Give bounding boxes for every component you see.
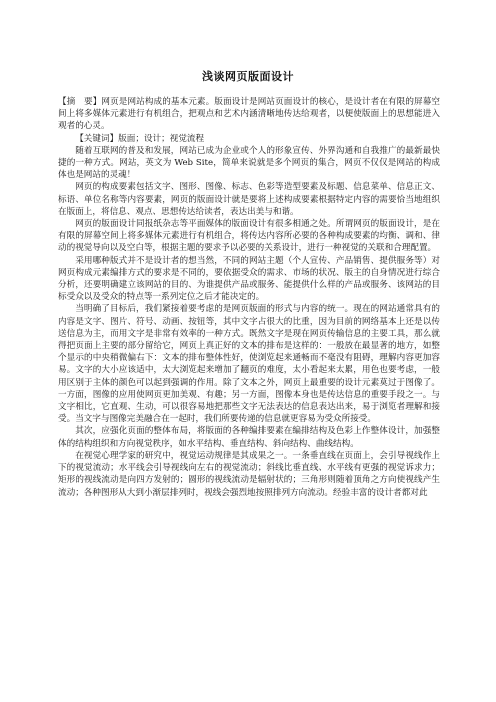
body-paragraph-3: 网页的版面设计同报纸杂志等平面媒体的版面设计有很多相通之处。所谓网页的版面设计，是在有限的屏幕空间上将多媒体元素进行有机组合，将传达内容所必要的各种构成要素的均衡、调和、律动的视觉导向以及空白等，根据主题的要求予以必要的关系设计，进行一种视觉的关联和合理配置。	[58, 219, 440, 254]
body-paragraph-1: 随着互联网的普及和发展，网站已成为企业或个人的形象宣传、外界沟通和自我推广的最新最快捷的一种方式。网站，英文为 Web Site，简单来说就是多个网页的集合，网页不仅仅是网站的构成体也是网站的灵魂！	[58, 145, 440, 181]
document-body	[58, 96, 440, 499]
abstract-paragraph	[58, 96, 440, 133]
keywords-paragraph	[58, 133, 440, 145]
abstract-text: 网页是网站构成的基本元素。版面设计是网站页面设计的核心，是设计者在有限的屏幕空间上将多媒体元素进行有机组合，把观点和艺术内涵清晰地传达给观者，以便使版面上的思想能进入观者的心灵。	[58, 97, 440, 132]
body-paragraph-7: 在视觉心理学家的研究中，视觉运动规律是其成果之一。一条垂直线在页面上，会引导视线作上下的视觉流动；水平线会引导视线向左右的视觉流动；斜线比垂直线、水平线有更强的视觉诉求力；矩形的视线流动是向四方发射的；圆形的视线流动是辐射状的；三角形则随着顶角之方向使视线产生流动；各种图形从大到小渐层排列时，视线会强烈地按照排列方向流动。经验丰富的设计者都对此	[58, 450, 440, 498]
keywords-label: 【关键词】	[75, 133, 119, 144]
document-title: 浅谈网页版面设计	[202, 70, 294, 83]
keywords-text: 版面；设计；视觉流程	[118, 133, 205, 144]
body-paragraph-6: 其次，应强化页面的整体布局，将版面的各种编排要素在编排结构及色彩上作整体设计，加强整体的结构组织和方向视觉秩序，如水平结构、垂直结构、斜向结构、曲线结构。	[58, 426, 440, 449]
abstract-label: 【摘 要】	[58, 97, 102, 107]
body-paragraph-4: 采用哪种版式并不是设计者的想当然，不同的网站主题（个人宣传、产品销售、提供服务等）对网页构成元素编排方式的要求是不同的，要依据受众的需求、市场的状况、版主的自身情况进行综合分析，还要明确建立该网站的目的、为谁提供产品或服务、能提供什么样的产品或服务、该网站的目标受众以及受众的特点等一系列定位之后才能决定的。	[58, 255, 440, 303]
body-paragraph-5: 当明确了目标后，我们紧接着要考虑的是网页版面的形式与内容的统一。现在的网站通常具有的内容是文字、图片、符号、动画、按钮等，其中文字占很大的比重，因为目前的网络基本上还是以传送信息为主，而用文字是非常有效率的一种方式。既然文字是现在网页传输信息的主要工具，那么就得把页面上主要的部分留给它，网页上真正好的文本的排布是这样的：一般放在最显著的地方，如整个显示的中央稍微偏右下：文本的排布整体性好，使浏览起来通畅而不毫没有阻碍，理解内容更加容易。文字的大小应该适中，太大浏览起来增加了翻页的难度，太小看起来太累，用色也要考虑，一般用区别于主体的颜色可以起到强调的作用。除了文本之外，网页上最重要的设计元素莫过于图像了。一方面，图像的应用使网页更加美观、有趣；另一方面，图像本身也是传达信息的重要手段之一。与文字相比，它直观、生动，可以很容易地把那些文字无法表达的信息表达出来，易于浏览者理解和接受。当文字与图像完美融合在一起时，我们所要传递的信息就更容易为受众所接受。	[58, 304, 440, 425]
body-paragraph-2: 网页的构成要素包括文字、图形、图像、标志、色彩等造型要素及标题、信息菜单、信息正文、标语、单位名称等内容要素，网页的版面设计就是要将上述构成要素根据特定内容的需要恰当地组织在版面上，将信息、观点、思想传达给读者，表达出美与和谐。	[58, 182, 440, 217]
